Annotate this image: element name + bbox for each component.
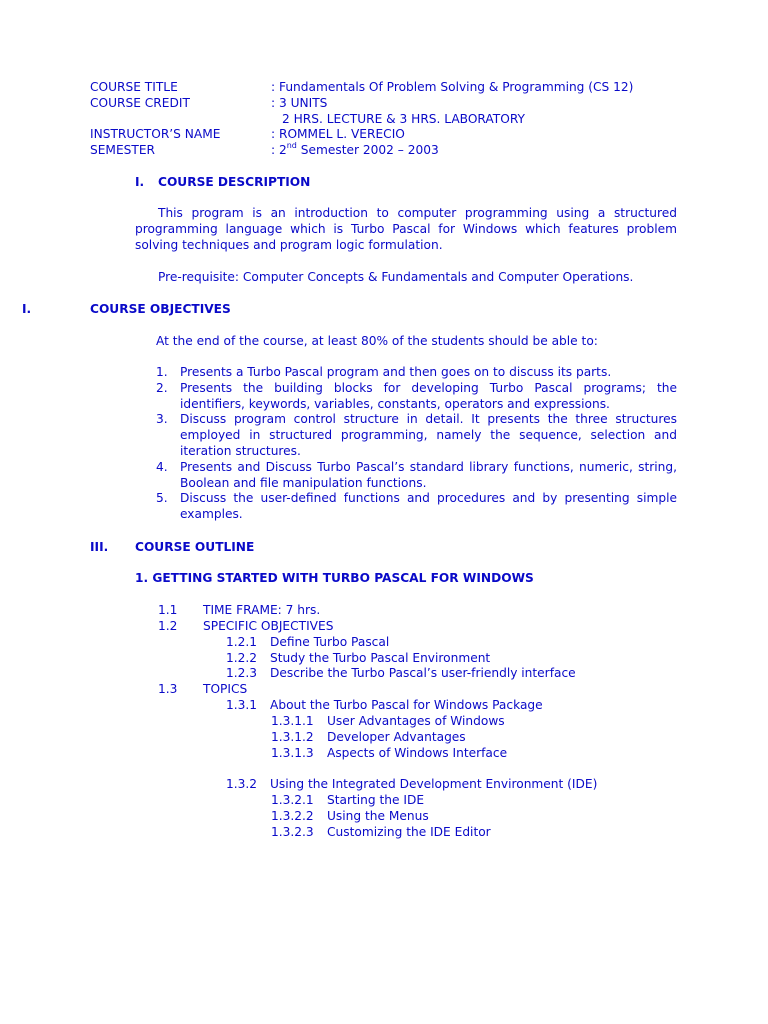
- objective-item: [156, 412, 677, 459]
- outline-row-text: Starting the IDE: [327, 793, 425, 807]
- outline-row-text: User Advantages of Windows: [327, 714, 505, 728]
- outline-heading: COURSE OUTLINE: [135, 540, 255, 554]
- description-number: I.: [135, 175, 145, 189]
- outline-row-number: 1.3.1.3: [271, 746, 314, 760]
- objective-text: Discuss the user-defined functions and procedures and by presenting simple examples.: [180, 491, 677, 522]
- outline-row-text: Customizing the IDE Editor: [327, 825, 491, 839]
- outline-row-number: 1.3.2: [226, 777, 258, 791]
- objective-item: [156, 491, 677, 523]
- outline-number: III.: [90, 540, 109, 554]
- outline-row-number: 1.2.2: [226, 651, 258, 665]
- objective-text: Presents a Turbo Pascal program and then goes on to discuss its parts.: [180, 365, 612, 379]
- outline-row-text: Using the Menus: [327, 809, 429, 823]
- objectives-heading: COURSE OBJECTIVES: [90, 302, 231, 316]
- outline-row-number: 1.3.2.1: [271, 793, 314, 807]
- course-title-label: COURSE TITLE: [90, 80, 178, 94]
- outline-row-number: 1.2: [158, 619, 178, 633]
- objective-number: 3.: [156, 412, 168, 427]
- objective-number: 1.: [156, 365, 168, 379]
- outline-row-text: About the Turbo Pascal for Windows Package: [270, 698, 543, 712]
- objective-text: Presents the building blocks for developing Turbo Pascal programs; the identifiers, keywords, variables, constants, operators and expressions.: [180, 380, 677, 411]
- outline-row-number: 1.1: [158, 603, 178, 617]
- objective-number: 4.: [156, 459, 168, 474]
- objectives-list: [156, 365, 677, 523]
- semester-label: SEMESTER: [90, 143, 156, 157]
- outline-row-number: 1.3.1.2: [271, 730, 314, 744]
- outline-row-number: 1.2.3: [226, 666, 258, 680]
- objective-item: [156, 365, 677, 381]
- course-title-value: : Fundamentals Of Problem Solving & Programming (CS 12): [271, 80, 634, 94]
- outline-row-text: Using the Integrated Development Environment (IDE): [270, 777, 598, 791]
- outline-row-number: 1.2.1: [226, 635, 258, 649]
- outline-row-text: Study the Turbo Pascal Environment: [270, 651, 491, 665]
- instructor-label: INSTRUCTOR’S NAME: [90, 127, 221, 141]
- objective-item: [156, 381, 677, 413]
- objective-number: 5.: [156, 491, 168, 506]
- outline-row-text: Aspects of Windows Interface: [327, 746, 508, 760]
- outline-row-text: SPECIFIC OBJECTIVES: [203, 619, 334, 633]
- course-credit-detail: 2 HRS. LECTURE & 3 HRS. LABORATORY: [282, 112, 525, 126]
- outline-row-text: Describe the Turbo Pascal’s user-friendly interface: [270, 666, 576, 680]
- course-credit-value: : 3 UNITS: [271, 96, 328, 110]
- description-paragraph: This program is an introduction to computer programming using a structured programming language which is Turbo Pascal for Windows which features problem solving techniques and program logic formulation.: [135, 206, 677, 252]
- outline-row-text: Developer Advantages: [327, 730, 466, 744]
- objective-item: [156, 460, 677, 492]
- outline-row-number: 1.3.2.2: [271, 809, 314, 823]
- objective-number: 2.: [156, 380, 168, 395]
- outline-row-text: TIME FRAME: 7 hrs.: [203, 603, 321, 617]
- objective-text: Presents and Discuss Turbo Pascal’s standard library functions, numeric, string, Boolean and file manipulation functions.: [180, 459, 677, 490]
- objective-text: Discuss program control structure in detail. It presents the three structures employed in structured programming, namely the sequence, selection and iteration structures.: [180, 412, 677, 458]
- unit-heading: 1. GETTING STARTED WITH TURBO PASCAL FOR WINDOWS: [135, 571, 534, 585]
- outline-row-number: 1.3.2.3: [271, 825, 314, 839]
- instructor-value: : ROMMEL L. VERECIO: [271, 127, 405, 141]
- outline-row-text: Define Turbo Pascal: [270, 635, 390, 649]
- outline-row-number: 1.3.1: [226, 698, 258, 712]
- description-heading: COURSE DESCRIPTION: [158, 175, 311, 189]
- objectives-intro: At the end of the course, at least 80% of the students should be able to:: [156, 334, 598, 348]
- outline-row-number: 1.3: [158, 682, 178, 696]
- semester-value: : 2nd Semester 2002 – 2003: [271, 140, 439, 157]
- outline-row-number: 1.3.1.1: [271, 714, 314, 728]
- objectives-number: I.: [22, 302, 32, 316]
- outline-row-text: TOPICS: [203, 682, 248, 696]
- course-credit-label: COURSE CREDIT: [90, 96, 190, 110]
- prerequisite-text: Pre-requisite: Computer Concepts & Fundamentals and Computer Operations.: [158, 270, 634, 284]
